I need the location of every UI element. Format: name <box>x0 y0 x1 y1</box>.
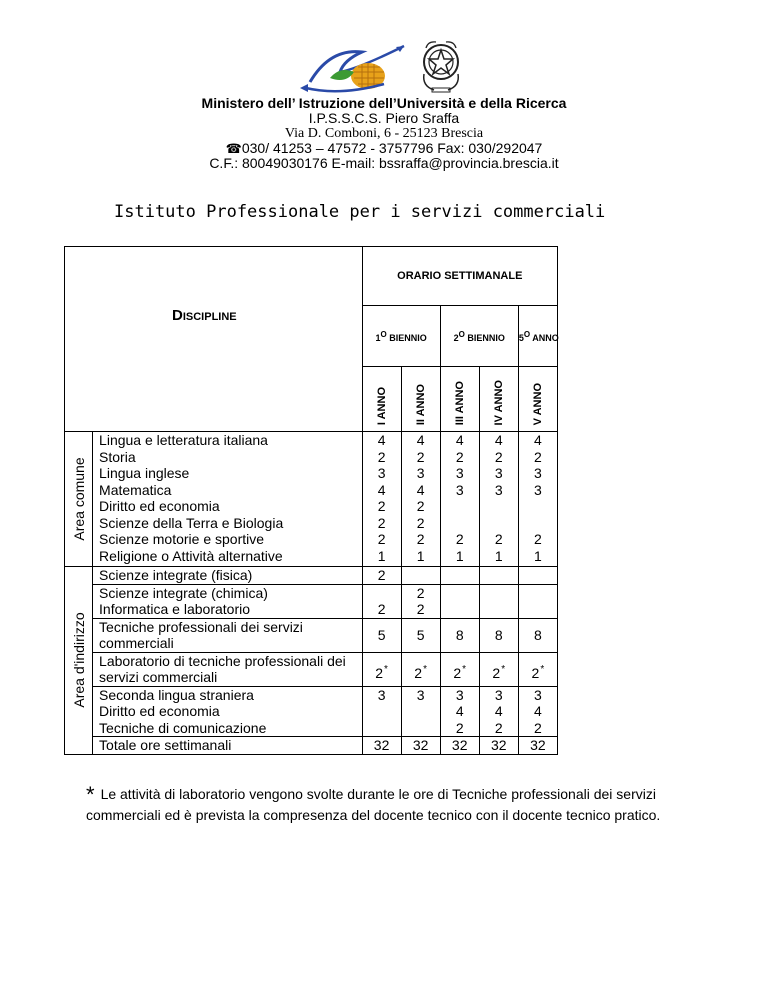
hours-value: 2 <box>377 567 386 583</box>
cf-email-line: C.F.: 80049030176 E-mail: bssraffa@provincia.brescia.it <box>209 155 559 171</box>
subject-name: Tecniche professionali dei servizi commerciali <box>99 618 303 651</box>
hours-cell <box>362 567 401 585</box>
hours-value <box>402 720 440 737</box>
hours-cell <box>362 652 401 686</box>
subject-name: Matematica <box>99 481 172 498</box>
subject-name: Lingua e letteratura italiana <box>99 432 268 448</box>
year-header: I ANNO <box>362 367 401 432</box>
hours-value: 2 <box>455 448 464 465</box>
hours-value: 3 <box>377 465 386 481</box>
total-value: 32 <box>412 737 429 753</box>
hours-cell <box>518 652 557 686</box>
phone-numbers: 030/ 41253 – 47572 - 3757796 Fax: 030/292047 <box>241 140 543 156</box>
hours-value-with-note: 2* <box>414 663 427 681</box>
weekly-hours-table <box>64 246 558 755</box>
year-3-hours-comune <box>440 432 479 567</box>
hours-cell <box>440 584 479 618</box>
hours-cell <box>479 686 518 737</box>
hours-value: 4 <box>534 432 542 448</box>
hours-value <box>519 515 557 532</box>
hours-cell <box>401 618 440 652</box>
hours-cell <box>401 686 440 737</box>
hours-value: 1 <box>455 547 464 564</box>
italian-republic-emblem <box>418 38 464 94</box>
hours-value <box>519 585 557 602</box>
comune-subject-list <box>93 432 363 567</box>
hours-cell <box>479 584 518 618</box>
total-cell <box>401 737 440 755</box>
hours-value: 4 <box>455 703 464 719</box>
subject-name: Scienze motorie e sportive <box>99 531 265 547</box>
institute-title: Istituto Professionale per i servizi commerciali <box>114 202 606 222</box>
hours-cell <box>518 567 557 585</box>
school-address: Via D. Comboni, 6 - 25123 Brescia <box>284 126 484 141</box>
subject-rows-chimica-informatica <box>93 584 363 618</box>
area-comune-label-cell <box>65 432 93 567</box>
ministry-name: Ministero dell’ Istruzione dell’Università e della Ricerca <box>201 95 567 111</box>
hours-value <box>480 515 518 532</box>
total-cell <box>518 737 557 755</box>
hours-value <box>441 567 479 584</box>
hours-value: 2 <box>377 514 386 531</box>
hours-cell <box>440 652 479 686</box>
hours-value: 2 <box>494 448 503 465</box>
year-header: V ANNO <box>518 367 557 432</box>
hours-cell <box>401 567 440 585</box>
footnote-star: * <box>462 663 467 675</box>
hours-value <box>480 585 518 602</box>
hours-value: 2 <box>416 498 425 514</box>
hours-cell <box>479 652 518 686</box>
year-5-hours-comune <box>518 432 557 567</box>
hours-value: 1 <box>534 547 542 564</box>
group-fifth-year: $5^O$ ANNO <box>518 306 557 367</box>
hours-value: 3 <box>416 465 425 481</box>
total-value: 32 <box>490 737 507 753</box>
hours-cell <box>440 567 479 585</box>
hours-value <box>441 498 479 515</box>
hours-value: 2 <box>377 448 386 465</box>
hours-value: 8 <box>455 626 464 643</box>
hours-value: 8 <box>494 626 503 643</box>
hours-value: 3 <box>494 686 503 703</box>
subject-name: Scienze della Terra e Biologia <box>99 514 284 531</box>
hours-value <box>402 567 440 584</box>
subject-row-laboratorio <box>93 652 363 686</box>
hours-value: 1 <box>377 547 386 564</box>
year-header: II ANNO <box>401 367 440 432</box>
hours-value: 2 <box>416 584 425 601</box>
hours-value: 4 <box>455 432 464 448</box>
weekly-hours-title: ORARIO SETTIMANALE <box>362 247 557 306</box>
hours-value: 3 <box>494 465 503 481</box>
footnote-star: * <box>384 663 388 675</box>
hours-cell <box>518 686 557 737</box>
total-cell <box>440 737 479 755</box>
hours-value: 2 <box>534 448 542 465</box>
hours-cell <box>401 584 440 618</box>
total-row-label-cell <box>93 737 363 755</box>
hours-value: 2 <box>455 719 464 736</box>
hours-cell <box>362 618 401 652</box>
hours-value: 2 <box>377 498 386 514</box>
hours-value <box>363 703 401 720</box>
hours-value: 2 <box>416 448 425 465</box>
hours-value <box>519 567 557 584</box>
hours-value: 4 <box>377 432 386 448</box>
hours-cell <box>362 686 401 737</box>
area-comune-label: Area comune <box>70 457 87 541</box>
hours-value <box>480 567 518 584</box>
hours-value: 1 <box>494 547 503 564</box>
disciplines-label: DISCIPLINE <box>172 307 237 324</box>
hours-value: 3 <box>455 465 464 481</box>
hours-value: 3 <box>494 481 503 498</box>
disciplines-header-cell <box>65 247 363 432</box>
hours-value: 1 <box>416 547 425 564</box>
subject-name: Informatica e laboratorio <box>99 601 251 617</box>
hours-value: 2 <box>416 514 425 531</box>
hours-value <box>480 601 518 618</box>
hours-value: 3 <box>377 686 386 703</box>
hours-value <box>363 720 401 737</box>
phone-line <box>0 141 768 156</box>
hours-value <box>519 601 557 618</box>
hours-value: 3 <box>534 481 542 498</box>
hours-cell <box>440 618 479 652</box>
telephone-icon: ☎ <box>225 141 242 156</box>
footnote-asterisk: * <box>86 782 95 807</box>
hours-value: 4 <box>534 703 542 719</box>
subject-row-fisica <box>93 567 363 585</box>
hours-cell <box>518 584 557 618</box>
hours-value <box>441 515 479 532</box>
hours-value: 3 <box>455 686 464 703</box>
total-value: 32 <box>373 737 390 753</box>
year-4-hours-comune <box>479 432 518 567</box>
subject-name: Tecniche di comunicazione <box>99 719 267 736</box>
subject-row-tecniche-professionali <box>93 618 363 652</box>
year-1-hours-comune <box>362 432 401 567</box>
hours-value: 8 <box>534 626 542 643</box>
subject-name: Lingua inglese <box>99 465 190 481</box>
hours-value: 2 <box>416 601 425 617</box>
total-label: Totale ore settimanali <box>99 737 232 753</box>
hours-value: 4 <box>416 481 425 498</box>
subject-rows-indirizzo-bottom <box>93 686 363 737</box>
hours-value <box>519 498 557 515</box>
hours-value: 3 <box>534 465 542 481</box>
year-header: III ANNO <box>440 367 479 432</box>
subject-name: Scienze integrate (fisica) <box>99 567 253 583</box>
hours-value: 4 <box>494 432 503 448</box>
year-2-hours-comune <box>401 432 440 567</box>
hours-value: 4 <box>416 432 425 448</box>
hours-value-with-note: 2* <box>492 663 506 681</box>
hours-cell <box>479 618 518 652</box>
hours-value <box>480 498 518 515</box>
total-cell <box>479 737 518 755</box>
logo-area <box>300 38 470 96</box>
footnote-text: Le attività di laboratorio vengono svolte durante le ore di Tecniche professionali dei servizi commerciali ed è prevista la compresenza del docente tecnico con il docente tecnico pratico. <box>86 786 661 823</box>
total-value: 32 <box>451 737 468 753</box>
hours-value: 3 <box>416 686 425 703</box>
total-cell <box>362 737 401 755</box>
hours-value: 2 <box>534 719 542 736</box>
subject-name: Storia <box>99 448 136 465</box>
hours-cell <box>479 567 518 585</box>
footnote-star: * <box>540 663 545 675</box>
group-first-biennium: $1^O$ BIENNIO <box>362 306 440 367</box>
hours-value: 4 <box>494 703 503 719</box>
subject-name: Seconda lingua straniera <box>99 686 254 703</box>
hours-value <box>402 703 440 720</box>
hours-value: 2 <box>494 531 503 547</box>
hours-value-with-note: 2* <box>531 663 545 681</box>
hours-value: 2 <box>377 601 386 617</box>
hours-value-with-note: 2* <box>375 663 388 681</box>
footnote-star: * <box>501 663 506 675</box>
group-second-biennium: $2^O$ BIENNIO <box>440 306 518 367</box>
subject-name: Religione o Attività alternative <box>99 547 283 564</box>
hours-value: 5 <box>416 626 425 643</box>
total-value: 32 <box>530 737 546 753</box>
hours-value: 2 <box>455 531 464 547</box>
hours-value: 4 <box>377 481 386 498</box>
hours-value: 2 <box>416 531 425 547</box>
hours-value: 3 <box>455 481 464 498</box>
area-indirizzo-label-cell <box>65 567 93 755</box>
footnote-star: * <box>423 663 427 675</box>
subject-name: Laboratorio di tecniche professionali dei servizi commerciali <box>99 652 346 685</box>
hours-cell <box>440 686 479 737</box>
hours-value <box>441 585 479 602</box>
footnote <box>86 784 686 826</box>
school-name: I.P.S.S.C.S. Piero Sraffa <box>308 110 460 126</box>
hours-value <box>441 601 479 618</box>
hours-value-with-note: 2* <box>453 663 467 681</box>
hours-cell <box>518 618 557 652</box>
hours-value <box>363 585 401 602</box>
school-logo <box>300 38 410 96</box>
hours-value: 5 <box>377 626 386 643</box>
hours-value: 2 <box>534 531 542 547</box>
hours-cell <box>362 584 401 618</box>
hours-value: 3 <box>534 686 542 703</box>
subject-name: Diritto ed economia <box>99 703 220 719</box>
hours-value: 2 <box>494 719 503 736</box>
area-indirizzo-label: Area d'indirizzo <box>70 612 87 708</box>
hours-value: 2 <box>377 531 386 547</box>
school-header <box>0 96 768 171</box>
year-header: IV ANNO <box>479 367 518 432</box>
hours-cell <box>401 652 440 686</box>
subject-name: Scienze integrate (chimica) <box>99 584 268 601</box>
subject-name: Diritto ed economia <box>99 498 220 514</box>
